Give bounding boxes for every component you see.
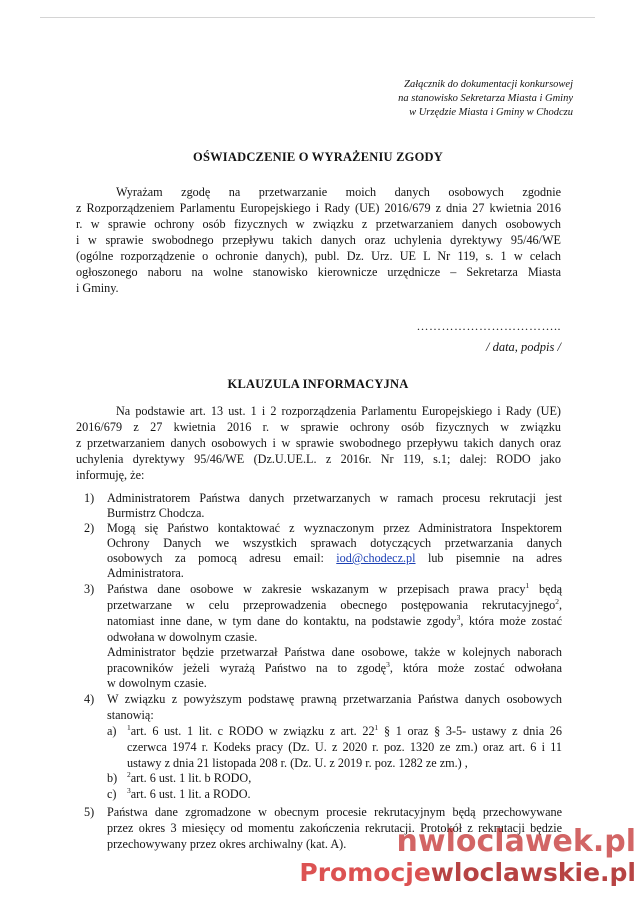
item4-line: W związku z powyższym podstawę prawną przetwarzania Państwa danych osobowych (107, 692, 562, 706)
item-number: 5) (84, 805, 95, 819)
item3-text: przetwarzane w celu przeprowadzenia obecnego postępowania rekrutacyjnego (107, 598, 556, 612)
footnote-mark: 1 (127, 722, 131, 732)
consent-paragraph (76, 184, 561, 296)
watermark-nwloclawek: nwloclawek.pl (396, 824, 636, 859)
item4a-text: art. 6 ust. 1 lit. c RODO w związku z art. 22 (130, 724, 375, 738)
item2-line: Administratora. (107, 566, 184, 580)
footnote-mark: 2 (555, 596, 559, 606)
item3-text: pracowników jeżeli wyrażą Państwo na to zgodę (107, 661, 387, 675)
watermark-promocje (270, 858, 636, 887)
intro-line: z przetwarzaniem danych osobowych i w sprawie swobodnego przepływu takich danych oraz (76, 436, 561, 450)
item1-line: Administratorem Państwa danych przetwarzanych w ramach procesu rekrutacji jest (107, 491, 562, 505)
item3-line: Administrator będzie przetwarzał Państwa dane osobowe, także w kolejnych naborach (107, 645, 562, 659)
annex-line: Załącznik do dokumentacji konkursowej (404, 79, 573, 90)
subitem-letter: a) (107, 724, 117, 738)
item3-text: Państwa dane osobowe w zakresie wskazanym w przepisach prawa pracy (107, 582, 526, 596)
footnote-mark: 1 (374, 722, 379, 732)
item1-line: Burmistrz Chodcza. (107, 506, 205, 520)
item3-line (107, 661, 562, 676)
item-number: 3) (84, 582, 95, 596)
subitem-letter: c) (107, 787, 117, 801)
top-border-line (40, 17, 595, 18)
email-link[interactable]: iod@chodecz.pl (336, 551, 416, 565)
item3-text: , która może zostać (460, 614, 562, 628)
item4b-line (127, 771, 251, 786)
consent-line: (ogólne rozporządzenie o ochronie danych), publ. Dz. Urz. UE L Nr 119, s. 1 w celach (76, 249, 561, 263)
item3-line: odwołana w dowolnym czasie. (107, 630, 258, 644)
item4-line: stanowią: (107, 708, 154, 722)
consent-line: i w sprawie swobodnego przepływu takich danych oraz uchylenia dyrektywy 95/46/WE (76, 233, 561, 247)
intro-line: Na podstawie art. 13 ust. 1 i 2 rozporządzenia Parlamentu Europejskiego i Rady (UE) (116, 404, 561, 418)
signature-dots: …………………………….. (416, 319, 561, 333)
subitem-letter: b) (107, 771, 118, 785)
item3-text: natomiast inne dane, w tym dane do kontaktu, na podstawie zgody (107, 614, 457, 628)
consent-line: ogłoszonego naboru na wolne stanowisko kierownicze urzędnicze – Sekretarza Miasta (76, 265, 561, 279)
consent-line: z Rozporządzeniem Parlamentu Europejskiego i Rady (UE) 2016/679 z dnia 27 kwietnia 2016 (76, 201, 561, 215)
item4a-line: ustawy z dnia 21 listopada 208 r. (Dz. U. z 2019 r. poz. 1282 ze zm.) , (127, 756, 468, 770)
item4c-line (127, 787, 251, 802)
item3-text: będą (529, 582, 562, 596)
consent-title: OŚWIADCZENIE O WYRAŻENIU ZGODY (193, 150, 443, 164)
item2-line: Ochrony Danych we wszystkich sprawach dotyczących przetwarzania danych (107, 536, 562, 550)
intro-line: uchylenia dyrektywy 95/46/WE (Dz.U.UE.L. z 2016r. Nr 119, s.1; dalej: RODO jako (76, 452, 561, 466)
intro-line: 2016/679 z 27 kwietnia 2016 r. w sprawie ochrony osób fizycznych w związku (76, 420, 561, 434)
intro-line: informuję, że: (76, 468, 145, 482)
footnote-mark: 1 (525, 580, 530, 590)
item3-line (107, 614, 562, 629)
footnote-mark: 2 (127, 769, 131, 779)
consent-line: Wyrażam zgodę na przetwarzanie moich danych osobowych zgodnie (116, 185, 561, 199)
item4a-text: § 1 oraz § 3-5- ustawy z dnia 26 (378, 724, 562, 738)
item5-line: Państwa dane zgromadzone w obecnym procesie rekrutacyjnym będą przechowywane (107, 805, 562, 819)
item5-line: przechowywany przez okres archiwalny (kat. A). (107, 837, 347, 851)
item3-line (107, 582, 562, 597)
consent-line: i Gminy. (76, 281, 119, 295)
item2-line: Mogą się Państwo kontaktować z wyznaczonym przez Administratora Inspektorem (107, 521, 562, 535)
item-number: 2) (84, 521, 95, 535)
watermark-part: wloclawskie.pl (430, 858, 636, 887)
annex-line: w Urzędzie Miasta i Gminy w Chodczu (409, 107, 573, 118)
item3-text: , która może zostać odwołana (389, 661, 562, 675)
item3-line: w dowolnym czasie. (107, 676, 207, 690)
item3-text: , (558, 598, 562, 612)
item2-text: lub pisemnie na adres (427, 551, 563, 565)
clause-title: KLAUZULA INFORMACYJNA (227, 377, 409, 391)
item-number: 1) (84, 491, 95, 505)
footnote-mark: 3 (127, 785, 131, 795)
watermark-part: Promocje (299, 858, 431, 887)
item4c-text: art. 6 ust. 1 lit. a RODO. (130, 787, 251, 801)
item3-line (107, 598, 562, 613)
item4b-text: art. 6 ust. 1 lit. b RODO, (130, 771, 252, 785)
item5-line: przez okres 3 miesięcy od momentu zakończenia rekrutacji. Protokół z rekrutacji będzie (107, 821, 562, 835)
item-number: 4) (84, 692, 95, 706)
annex-note (345, 78, 573, 120)
item4a-line: czerwca 1974 r. Kodeks pracy (Dz. U. z 2020 r. poz. 1320 ze zm.) oraz art. 6 i 11 (127, 740, 562, 754)
signature-label: / data, podpis / (485, 340, 561, 354)
item4a-line (127, 724, 562, 739)
item2-line (107, 551, 562, 566)
consent-line: r. w sprawie ochrony osób fizycznych w związku z przetwarzaniem danych osobowych (76, 217, 561, 231)
footnote-mark: 3 (386, 659, 390, 669)
clause-intro (76, 403, 561, 483)
annex-line: na stanowisko Sekretarza Miasta i Gminy (398, 93, 573, 104)
footnote-mark: 3 (456, 612, 461, 622)
item2-text: osobowych za pomocą adresu email: (107, 551, 324, 565)
